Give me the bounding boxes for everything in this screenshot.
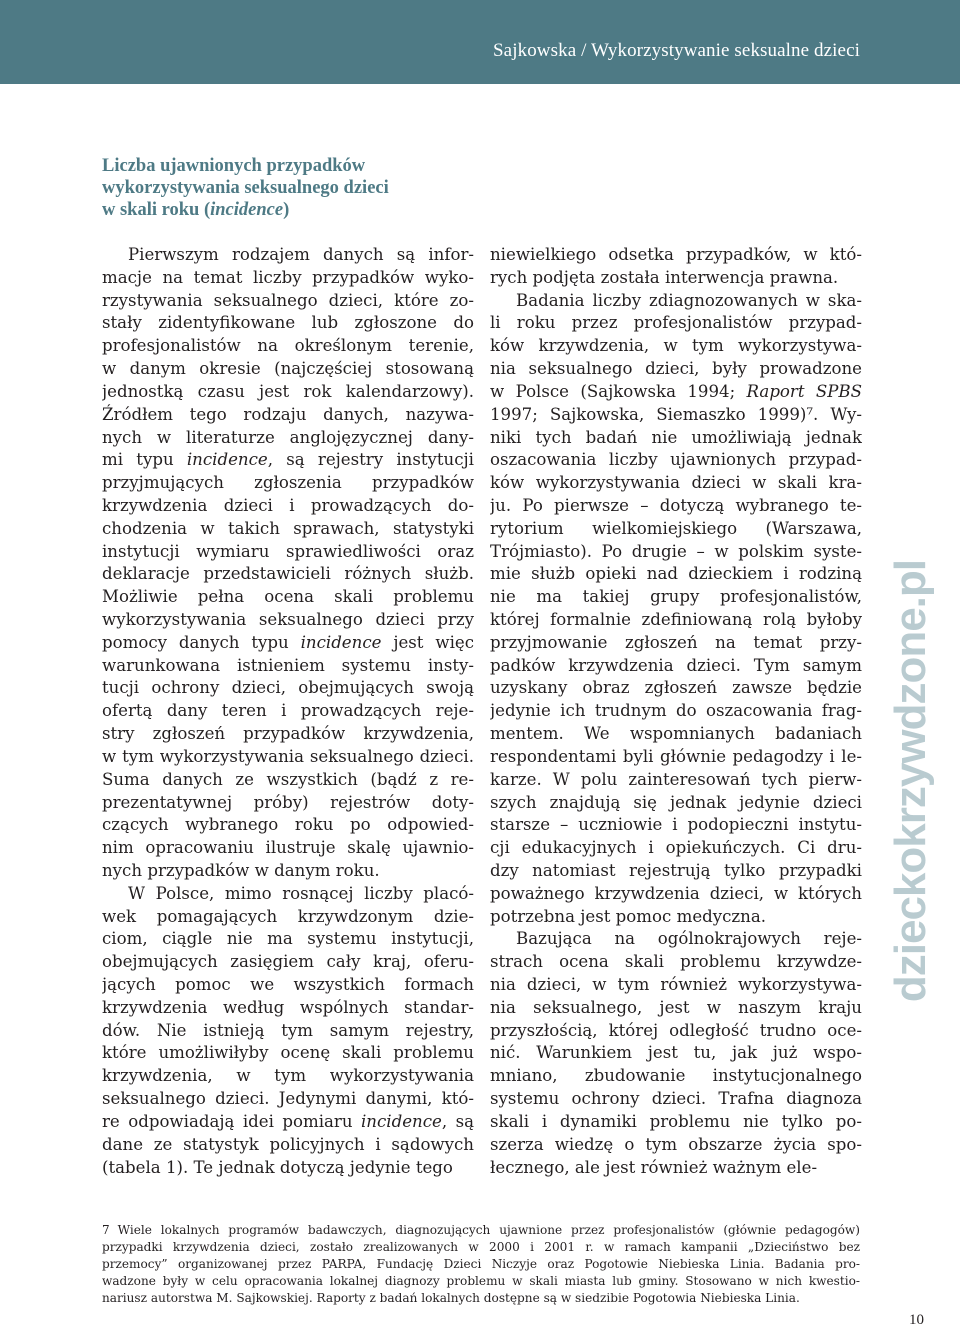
- text-line: krzywdzenia według wspólnych standar-: [102, 997, 474, 1017]
- text-line: systemu ochrony dzieci. Trafna diagnoza: [490, 1089, 862, 1109]
- text-line: nia seksualnego dzieci, były prowadzone: [490, 359, 862, 379]
- text-line: w Polsce (Sajkowska 1994; Raport SPBS: [490, 381, 862, 401]
- heading-line-3-suffix: ): [283, 200, 290, 220]
- text-line: oszacowania liczby ujawnionych przypad-: [490, 450, 862, 470]
- text-line: (tabela 1). Te jednak dotyczą jedynie tego: [102, 1157, 453, 1177]
- text-line: ciom, ciągle nie ma systemu instytucji,: [102, 929, 474, 949]
- text-line: jących pomoc we wszystkich formach: [102, 975, 474, 994]
- text-line: dów. Nie istnieją tym samym rejestry,: [102, 1020, 474, 1040]
- watermark-logo: dzieckokrzywdzone.pl: [886, 560, 935, 1003]
- text-line: krzywdzenia, w tym wykorzystywania: [102, 1066, 474, 1086]
- text-line: re odpowiadają idei pomiaru incidence, są: [102, 1111, 474, 1131]
- text-line: seksualnego dzieci. Jedynymi danymi, któ-: [102, 1089, 474, 1109]
- heading-line-2: wykorzystywania seksualnego dzieci: [102, 178, 389, 198]
- text-line: poważnego krzywdzenia dzieci, w których: [490, 883, 862, 903]
- text-line: warunkowana istnieniem systemu insty-: [102, 655, 474, 675]
- heading-line-3-italic: incidence: [210, 200, 284, 220]
- text-line: Pierwszym rodzajem danych są infor-: [128, 245, 474, 264]
- footnote: [102, 1222, 860, 1307]
- right-column: [490, 244, 862, 1179]
- footnote-line: przemocy” organizowanej przez PARPA, Fundację Dzieci Niczyje oraz Pogotowie Niebieska Linia. Badania pro-: [102, 1257, 860, 1271]
- text-line: starsze – uczniowie i podopieczni instytu-: [490, 815, 862, 835]
- text-line: jednostką czasu jest rok kalendarzowy).: [102, 381, 474, 401]
- text-line: prezentatywnej próby) rejestrów doty-: [102, 792, 474, 812]
- text-line: nim opracowaniu ilustruje skalę ujawnio-: [102, 838, 474, 858]
- footnote-line: nariusz autorstwa M. Sajkowskiej. Raporty z badań lokalnych dostępne są w siedzibie Pogotowia Niebieska Linia.: [102, 1291, 800, 1305]
- text-line: niki tych badań nie umożliwiają jednak: [490, 427, 862, 447]
- text-line: pomocy danych typu incidence jest więc: [102, 632, 474, 652]
- text-line: chodzenia w takich sprawach, statystyki: [102, 518, 474, 538]
- footnote-line: wadzone były w celu opracowania lokalnej diagnozy problemu w skali miasta lub gminy. Stosowano w nich kwestio-: [102, 1274, 860, 1288]
- text-line: nia seksualnego, jest w naszym kraju: [490, 997, 862, 1017]
- footnote-line: przypadki krzywdzenia dzieci, zostało zrealizowanych w 2000 i 2001 r. w ramach kampanii „Dzieciństwo bez: [102, 1240, 860, 1254]
- text-line: skali i dynamiki problemu nie tylko po-: [490, 1111, 862, 1131]
- heading-line-3-prefix: w skali roku (: [102, 200, 211, 220]
- text-line: które umożliwiłyby ocenę skali problemu: [102, 1043, 474, 1063]
- heading-line-1: Liczba ujawnionych przypadków: [102, 156, 366, 176]
- text-line: szerza wiedzę o tym obszarze życia spo-: [490, 1134, 862, 1154]
- text-line: szych znajdują się jednak jedynie dzieci: [490, 792, 862, 812]
- footnote-marker: 7: [102, 1223, 110, 1237]
- page-number: 10: [909, 1312, 924, 1328]
- text-line: karze. W polu zainteresowań tych pierw-: [490, 769, 862, 789]
- text-line: nia dzieci, w tym również wykorzystywa-: [490, 975, 862, 994]
- text-line: 1997; Sajkowska, Siemaszko 1999)⁷. Wy-: [490, 404, 862, 424]
- text-line: uzyskany obraz zgłoszeń zawsze będzie: [490, 678, 862, 698]
- text-line: mniano, zbudowanie instytucjonalnego: [490, 1066, 862, 1086]
- text-line: strach ocena skali problemu krzywdze-: [490, 952, 862, 972]
- text-line: w tym wykorzystywania seksualnego dzieci.: [102, 746, 474, 766]
- text-line: obejmujących zasięgiem cały kraj, oferu-: [102, 952, 474, 972]
- text-line: rzystywania seksualnego dzieci, które zo-: [102, 290, 474, 310]
- heading-line-3: [102, 199, 482, 221]
- text-line: ków krzywdzenia, w tym wykorzystywa-: [490, 336, 862, 356]
- text-line: dzy natomiast rejestrują tylko przypadki: [490, 860, 862, 880]
- text-line: macje na temat liczby przypadków wyko-: [102, 267, 474, 287]
- text-line: tucji ochrony dzieci, obejmujących swoją: [102, 678, 474, 698]
- running-head: Sajkowska / Wykorzystywanie seksualne dzieci: [493, 40, 860, 61]
- text-line: czących wybranego roku po odpowied-: [102, 815, 474, 835]
- text-line: Suma danych ze wszystkich (bądź z re-: [102, 769, 474, 789]
- left-column: [102, 244, 474, 1179]
- text-line: niewielkiego odsetka przypadków, w któ-: [490, 245, 862, 264]
- text-line: mi typu incidence, są rejestry instytucji: [102, 450, 474, 470]
- text-line: Źródłem tego rodzaju danych, nazywa-: [102, 404, 474, 424]
- text-line: mie służb opieki nad dzieckiem i rodziną: [490, 564, 862, 584]
- text-line: padków krzywdzenia dzieci. Tym samym: [490, 655, 862, 675]
- text-line: deklaracje przedstawicieli różnych służb.: [102, 564, 474, 584]
- text-line: mentem. We wspomnianych badaniach: [490, 724, 862, 744]
- text-line: przyjmowanie zgłoszeń na temat przy-: [490, 632, 862, 652]
- text-line: W Polsce, mimo rosnącej liczby placó-: [128, 883, 474, 903]
- text-line: przyszłością, której odległość trudno oce-: [490, 1020, 862, 1040]
- text-line: której formalnie zdefiniowaną rolą byłoby: [490, 610, 862, 629]
- text-line: respondentami byli głównie pedagodzy i le-: [490, 746, 862, 766]
- text-line: rytorium wielkomiejskiego (Warszawa,: [490, 518, 862, 538]
- text-line: nych przypadków w danym roku.: [102, 860, 380, 880]
- text-line: Badania liczby zdiagnozowanych w ska-: [516, 290, 862, 310]
- text-line: wykorzystywania seksualnego dzieci przy: [102, 610, 474, 629]
- text-line: potrzebna jest pomoc medyczna.: [490, 906, 767, 926]
- text-line: stry zgłoszeń przypadków krzywdzenia,: [102, 724, 474, 744]
- text-line: ków wykorzystywania dzieci w skali kra-: [490, 473, 862, 493]
- header-band: [0, 0, 960, 84]
- text-line: ofertą dany teren i prowadzących reje-: [102, 701, 474, 721]
- text-line: przyjmujących zgłoszenia przypadków: [102, 473, 474, 493]
- text-line: stały zidentyfikowane lub zgłoszone do: [102, 313, 474, 333]
- text-line: instytucji wymiaru sprawiedliwości oraz: [102, 541, 474, 561]
- text-line: ju. Po pierwsze – dotyczą wybranego te-: [490, 495, 862, 515]
- text-line: łecznego, ale jest również ważnym ele-: [490, 1157, 818, 1177]
- footnote-line: 7 Wiele lokalnych programów badawczych, diagnozujących ujawnione przez profesjonalistów (głównie pedagogów): [102, 1223, 860, 1237]
- text-line: jedynie ich trudnym do oszacowania frag-: [490, 701, 862, 721]
- text-line: rych podjęta została interwencja prawna.: [490, 267, 839, 287]
- text-line: nić. Warunkiem jest tu, jak już wspo-: [490, 1043, 862, 1063]
- section-heading: [102, 155, 482, 221]
- text-line: Możliwie pełna ocena skali problemu: [102, 587, 474, 607]
- text-line: Bazująca na ogólnokrajowych reje-: [516, 929, 862, 949]
- text-line: cji edukacyjnych i opiekuńczych. Ci dru-: [490, 838, 862, 858]
- text-line: w danym okresie (najczęściej stosowaną: [102, 359, 474, 379]
- text-line: profesjonalistów na określonym terenie,: [102, 336, 474, 356]
- text-line: nych w literaturze anglojęzycznej dany-: [102, 427, 474, 447]
- text-line: krzywdzenia dzieci i prowadzących do-: [102, 495, 474, 515]
- text-line: wek pomagających krzywdzonym dzie-: [102, 906, 474, 926]
- text-line: Trójmiasto). Po drugie – w polskim syste-: [490, 541, 862, 561]
- text-line: dane ze statystyk policyjnych i sądowych: [102, 1134, 474, 1154]
- text-line: nie ma takiej grupy profesjonalistów,: [490, 587, 862, 607]
- text-line: li roku przez profesjonalistów przypad-: [490, 313, 862, 333]
